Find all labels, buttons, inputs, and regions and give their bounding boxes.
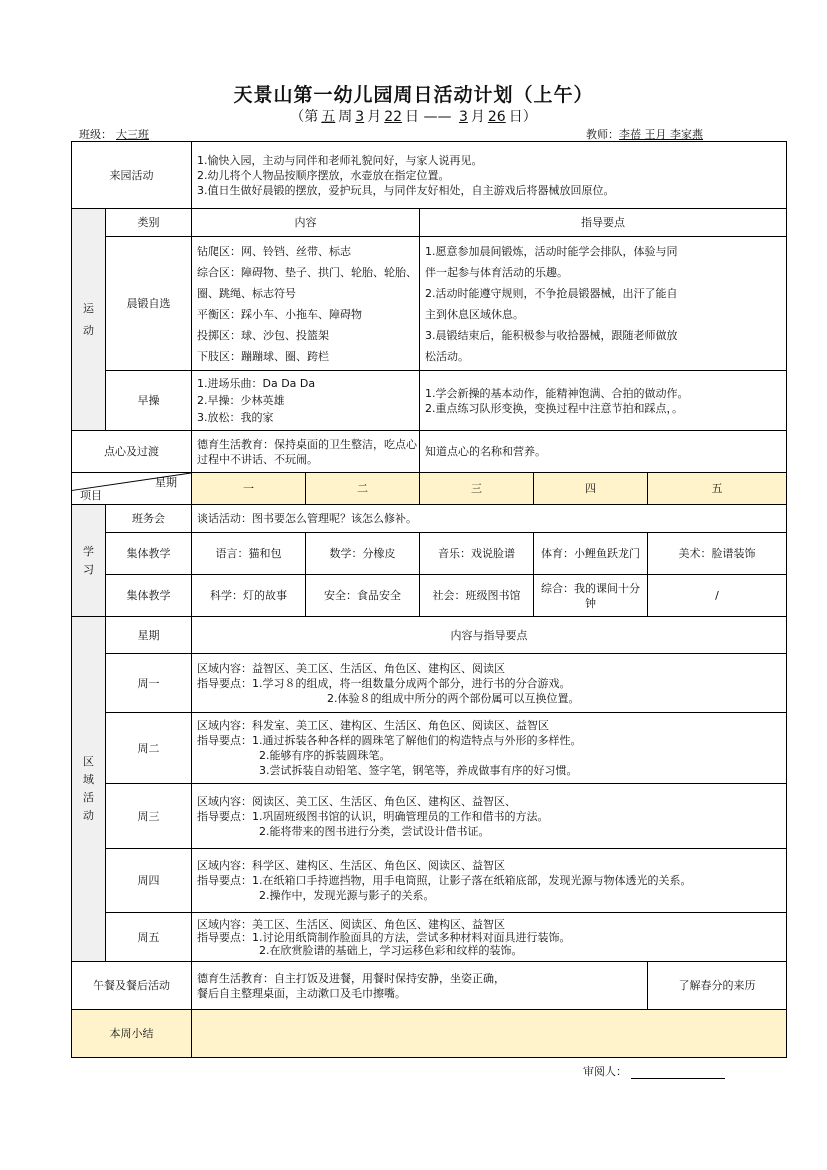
day-header-wed: 三	[420, 473, 534, 505]
class-meeting-label: 班务会	[106, 505, 192, 533]
morning-exercise-guide-line: 伴一起参与体育活动的乐趣。	[425, 265, 568, 279]
teacher-value: 李蓓 王月 李家燕	[619, 128, 703, 141]
end-month: 3	[458, 109, 468, 125]
reviewer-signature-field	[631, 1066, 725, 1079]
sports-label: 运动	[72, 209, 106, 431]
sports-col-type: 类别	[106, 209, 192, 237]
lunch-row	[72, 962, 787, 1010]
morning-exercise-line: 投掷区：球、沙包、投篮架	[197, 328, 329, 342]
date-separator: 日 ——	[405, 109, 456, 125]
morning-exercise-guide	[420, 237, 787, 371]
summary-label: 本周小结	[72, 1010, 192, 1058]
group2-thu: 综合：我的课间十分钟	[534, 575, 648, 617]
class-meeting-content: 谈话活动：图书要怎么管理呢？该怎么修补。	[192, 505, 787, 533]
day-header-fri: 五	[648, 473, 787, 505]
lunch-label: 午餐及餐后活动	[72, 962, 192, 1010]
area-label: 区域活动	[72, 617, 106, 962]
class-info	[79, 126, 179, 142]
area-line: 区域内容：阅读区、美工区、生活区、角色区、建构区、益智区、	[197, 794, 516, 808]
group2-mon: 科学：灯的故事	[192, 575, 306, 617]
area-day-thu: 周四	[106, 849, 192, 913]
sports-col-content: 内容	[192, 209, 420, 237]
group2-tue: 安全：食品安全	[306, 575, 420, 617]
morning-drill-guide	[420, 371, 787, 431]
lunch-left-line: 德育生活教育：自主打饭及进餐，用餐时保持安静，坐姿正确，	[197, 971, 505, 985]
summary-content	[192, 1010, 787, 1058]
group1-fri: 美术：脸谱装饰	[648, 533, 787, 575]
morning-drill-guide-line: 2.重点练习队形变换，变换过程中注意节拍和踩点，。	[425, 401, 683, 415]
area-line: 区域内容：益智区、美工区、生活区、角色区、建构区、阅读区	[197, 661, 505, 675]
area-col-content: 内容与指导要点	[192, 617, 787, 654]
study-label: 学习	[72, 505, 106, 617]
area-content-tue	[192, 713, 787, 784]
morning-exercise-line: 钻爬区：网、铃铛、丝带、标志	[197, 244, 351, 258]
snack-left	[192, 431, 420, 473]
morning-exercise-guide-line: 主到休息区域休息。	[425, 307, 524, 321]
group1-thu: 体育：小鲤鱼跃龙门	[534, 533, 648, 575]
morning-exercise-line: 下肢区：蹦蹦球、圈、跨栏	[197, 349, 329, 363]
week-mid: 周	[338, 109, 353, 125]
morning-exercise-line: 综合区：障碍物、垫子、拱门、轮胎、轮胎、	[197, 265, 417, 279]
group2-fri: /	[648, 575, 787, 617]
area-row-thu	[72, 849, 787, 913]
area-line: 2.能将带来的图书进行分类，尝试设计借书证。	[259, 824, 490, 838]
arrival-line: 1.愉快入园，主动与同伴和老师礼貌问好，与家人说再见。	[197, 153, 483, 167]
group-teaching-label-1: 集体教学	[106, 533, 192, 575]
area-line: 2.操作中，发现光源与影子的关系。	[259, 889, 435, 902]
week-prefix: （第	[290, 109, 319, 125]
group1-mon: 语言：猫和包	[192, 533, 306, 575]
class-meeting-row	[72, 505, 787, 533]
arrival-content	[192, 142, 787, 209]
arrival-line: 2.幼儿将个人物品按顺序摆放，水壶放在指定位置。	[197, 168, 450, 182]
morning-exercise-guide-line: 1.愿意参加晨间锻炼，活动时能学会排队，体验与同	[425, 244, 678, 258]
weekly-plan-table	[71, 141, 787, 1058]
area-content-mon	[192, 654, 787, 713]
area-content-thu	[192, 849, 787, 913]
class-label: 班级：	[79, 128, 112, 141]
arrival-line: 3.值日生做好晨锻的摆放，爱护玩具，与同伴友好相处，自主游戏后将器械放回原位。	[197, 183, 615, 197]
morning-exercise-guide-line: 松活动。	[425, 349, 469, 363]
morning-exercise-guide-line: 2.活动时能遵守规则，不争抢晨锻器械，出汗了能自	[425, 286, 678, 300]
week-end: 日）	[508, 109, 537, 125]
area-col-day: 星期	[106, 617, 192, 654]
group-teaching-row-2	[72, 575, 787, 617]
reviewer-label: 审阅人：	[583, 1065, 627, 1078]
area-content-wed	[192, 784, 787, 849]
area-line: 指导要点：1.学习８的组成，将一组数量分成两个部分，进行书的分合游戏。	[197, 676, 571, 690]
area-line: 区域内容：科发室、美工区、建构区、生活区、角色区、阅读区、益智区	[197, 719, 549, 732]
day-header-tue: 二	[306, 473, 420, 505]
star-label: 星期	[155, 476, 177, 489]
teacher-info	[586, 126, 709, 142]
day-header-mon: 一	[192, 473, 306, 505]
morning-exercise-content	[192, 237, 420, 371]
morning-drill-content	[192, 371, 420, 431]
morning-drill-guide-line: 1.学会新操的基本动作，能精神饱满、合拍的做动作。	[425, 386, 689, 400]
week-header-row	[72, 473, 787, 505]
morning-exercise-row	[72, 237, 787, 371]
area-row-wed	[72, 784, 787, 849]
group-teaching-row-1	[72, 533, 787, 575]
morning-exercise-line: 圈、跳绳、标志符号	[197, 286, 296, 300]
lunch-right: 了解春分的来历	[648, 962, 787, 1010]
area-line: 2.能够有序的拆装圆珠笔。	[259, 749, 391, 762]
morning-exercise-guide-line: 3.晨锻结束后，能积极参与收拾器械，跟随老师做放	[425, 328, 678, 342]
week-range	[0, 106, 827, 126]
area-row-fri	[72, 913, 787, 962]
start-day: 22	[384, 109, 403, 125]
area-content-fri	[192, 913, 787, 962]
area-day-fri: 周五	[106, 913, 192, 962]
group-teaching-label-2: 集体教学	[106, 575, 192, 617]
sports-header-row	[72, 209, 787, 237]
week-number: 五	[321, 109, 336, 125]
month-char-1: 月	[367, 109, 382, 125]
morning-drill-line: 2.早操：少林英雄	[197, 394, 285, 407]
area-row-mon	[72, 654, 787, 713]
area-line: 区域内容：美工区、生活区、阅读区、角色区、建构区、益智区	[197, 917, 505, 931]
snack-row	[72, 431, 787, 473]
reviewer-line	[583, 1063, 725, 1079]
summary-row	[72, 1010, 787, 1058]
lunch-left-line: 餐后自主整理桌面，主动漱口及毛巾擦嘴。	[197, 986, 406, 1000]
area-line: 指导要点：1.巩固班级图书馆的认识，明确管理员的工作和借书的方法。	[197, 809, 549, 823]
area-line: 指导要点：1.通过拆装各种各样的圆珠笔了解他们的构造特点与外形的多样性。	[197, 734, 582, 747]
day-header-thu: 四	[534, 473, 648, 505]
end-day: 26	[487, 109, 506, 125]
morning-exercise-label: 晨锻自选	[106, 237, 192, 371]
start-month: 3	[355, 109, 365, 125]
area-line: 3.尝试拆装自动铅笔、签字笔，钢笔等，养成做事有序的好习惯。	[259, 764, 578, 777]
page-title: 天景山第一幼儿园周日活动计划（上午）	[233, 84, 594, 106]
area-line: 2.体验８的组成中所分的两个部份属可以互换位置。	[327, 691, 580, 705]
snack-left-line: 德育生活教育：保持桌面的卫生整洁，吃点心	[197, 437, 417, 451]
area-day-tue: 周二	[106, 713, 192, 784]
morning-drill-row	[72, 371, 787, 431]
area-day-mon: 周一	[106, 654, 192, 713]
area-line: 指导要点：1.讨论用纸筒制作脸面具的方法，尝试多种材料对面具进行装饰。	[197, 930, 571, 944]
morning-drill-label: 早操	[106, 371, 192, 431]
snack-left-line: 过程中不讲话、不玩闹。	[197, 452, 318, 466]
area-line: 区域内容：科学区、建构区、生活区、角色区、阅读区、益智区	[197, 859, 505, 872]
group1-tue: 数学：分橡皮	[306, 533, 420, 575]
month-char-2: 月	[470, 109, 485, 125]
morning-drill-line: 3.放松：我的家	[197, 411, 274, 424]
item-label: 项目	[80, 489, 102, 502]
group1-wed: 音乐：戏说脸谱	[420, 533, 534, 575]
arrival-label: 来园活动	[72, 142, 192, 209]
morning-drill-line: 1.进场乐曲：Da Da Da	[197, 377, 316, 390]
area-line: 2.在欣赏脸谱的基础上，学习运移色彩和纹样的装饰。	[259, 943, 523, 957]
teacher-label: 教师：	[586, 128, 619, 141]
arrival-row	[72, 142, 787, 209]
lunch-left	[192, 962, 648, 1010]
snack-right: 知道点心的名称和营养。	[420, 431, 787, 473]
area-line: 指导要点：1.在纸箱口手持遮挡物，用手电筒照，让影子落在纸箱底部，发现光源与物体透光的关系。	[197, 874, 692, 887]
group2-wed: 社会：班级图书馆	[420, 575, 534, 617]
morning-exercise-line: 平衡区：踩小车、小拖车、障碍物	[197, 307, 362, 321]
sports-col-guide: 指导要点	[420, 209, 787, 237]
class-value: 大三班	[116, 128, 149, 141]
star-item-corner	[72, 473, 192, 505]
area-day-wed: 周三	[106, 784, 192, 849]
snack-label: 点心及过渡	[72, 431, 192, 473]
area-row-tue	[72, 713, 787, 784]
area-header-row	[72, 617, 787, 654]
